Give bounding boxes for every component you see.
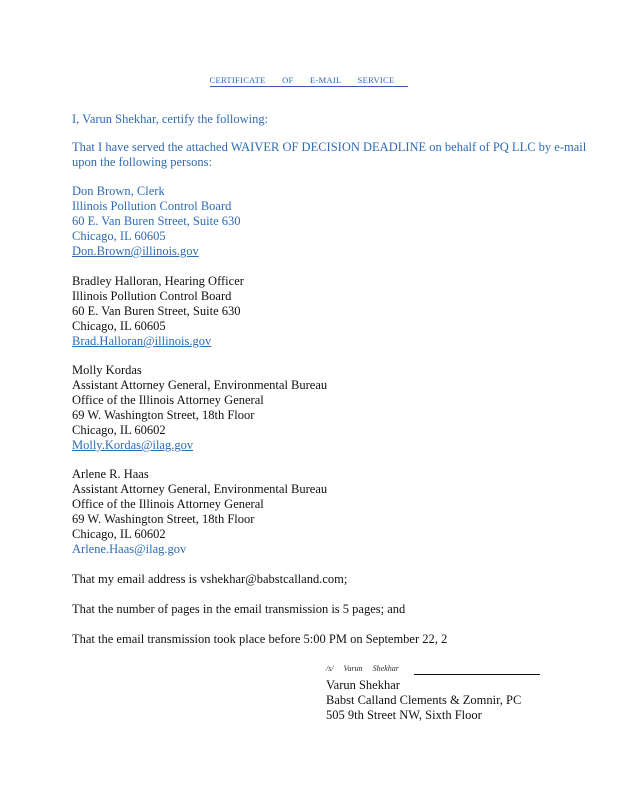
email-statement: That my email address is vshekhar@babstcalland.com;	[72, 572, 348, 586]
signer-name: Varun Shekhar	[326, 678, 400, 692]
recipient-line: Assistant Attorney General, Environmental Bureau	[72, 378, 328, 392]
recipient-line: 60 E. Van Buren Street, Suite 630	[72, 214, 241, 228]
recipient-line: Office of the Illinois Attorney General	[72, 393, 264, 407]
recipient-line: 69 W. Washington Street, 18th Floor	[72, 408, 255, 422]
signature-mark: /s/ Varun Shekhar	[326, 664, 399, 673]
recipient-line: 69 W. Washington Street, 18th Floor	[72, 512, 255, 526]
signer-address: 505 9th Street NW, Sixth Floor	[326, 708, 482, 722]
recipient-block	[72, 467, 327, 557]
recipient-email-link[interactable]: Arlene.Haas@ilag.gov	[72, 542, 187, 556]
recipient-name: Arlene R. Haas	[72, 467, 149, 481]
recipient-email-link[interactable]: Don.Brown@illinois.gov	[72, 244, 199, 258]
recipient-email-link[interactable]: Brad.Halloran@illinois.gov	[72, 334, 212, 348]
recipient-name: Don Brown, Clerk	[72, 184, 165, 198]
recipient-name: Bradley Halloran, Hearing Officer	[72, 274, 244, 288]
recipient-block	[72, 363, 327, 453]
recipient-line: Illinois Pollution Control Board	[72, 199, 232, 213]
signer-firm: Babst Calland Clements & Zomnir, PC	[326, 693, 522, 707]
recipient-line: Chicago, IL 60602	[72, 527, 166, 541]
recipient-line: Assistant Attorney General, Environmental Bureau	[72, 482, 328, 496]
intro-paragraph: I, Varun Shekhar, certify the following:	[72, 112, 269, 126]
recipient-line: Illinois Pollution Control Board	[72, 289, 232, 303]
recipient-line: Office of the Illinois Attorney General	[72, 497, 264, 511]
recipient-block	[72, 274, 244, 349]
recipient-line: Chicago, IL 60602	[72, 423, 166, 437]
signature-block	[326, 678, 521, 723]
signature-line	[414, 674, 540, 675]
recipient-block	[72, 184, 241, 259]
recipient-line: Chicago, IL 60605	[72, 229, 166, 243]
recipient-line: 60 E. Van Buren Street, Suite 630	[72, 304, 241, 318]
pages-statement: That the number of pages in the email transmission is 5 pages; and	[72, 602, 406, 616]
recipient-email-link[interactable]: Molly.Kordas@ilag.gov	[72, 438, 194, 452]
recipient-name: Molly Kordas	[72, 363, 142, 377]
document-title-text: CERTIFICATE OF E-MAIL SERVICE	[210, 75, 409, 87]
time-statement: That the email transmission took place before 5:00 PM on September 22, 2	[72, 632, 448, 646]
service-statement: That I have served the attached WAIVER OF DECISION DEADLINE on behalf of PQ LLC by e-mail upon the following persons:	[72, 140, 587, 169]
recipient-line: Chicago, IL 60605	[72, 319, 166, 333]
document-title	[0, 75, 618, 87]
